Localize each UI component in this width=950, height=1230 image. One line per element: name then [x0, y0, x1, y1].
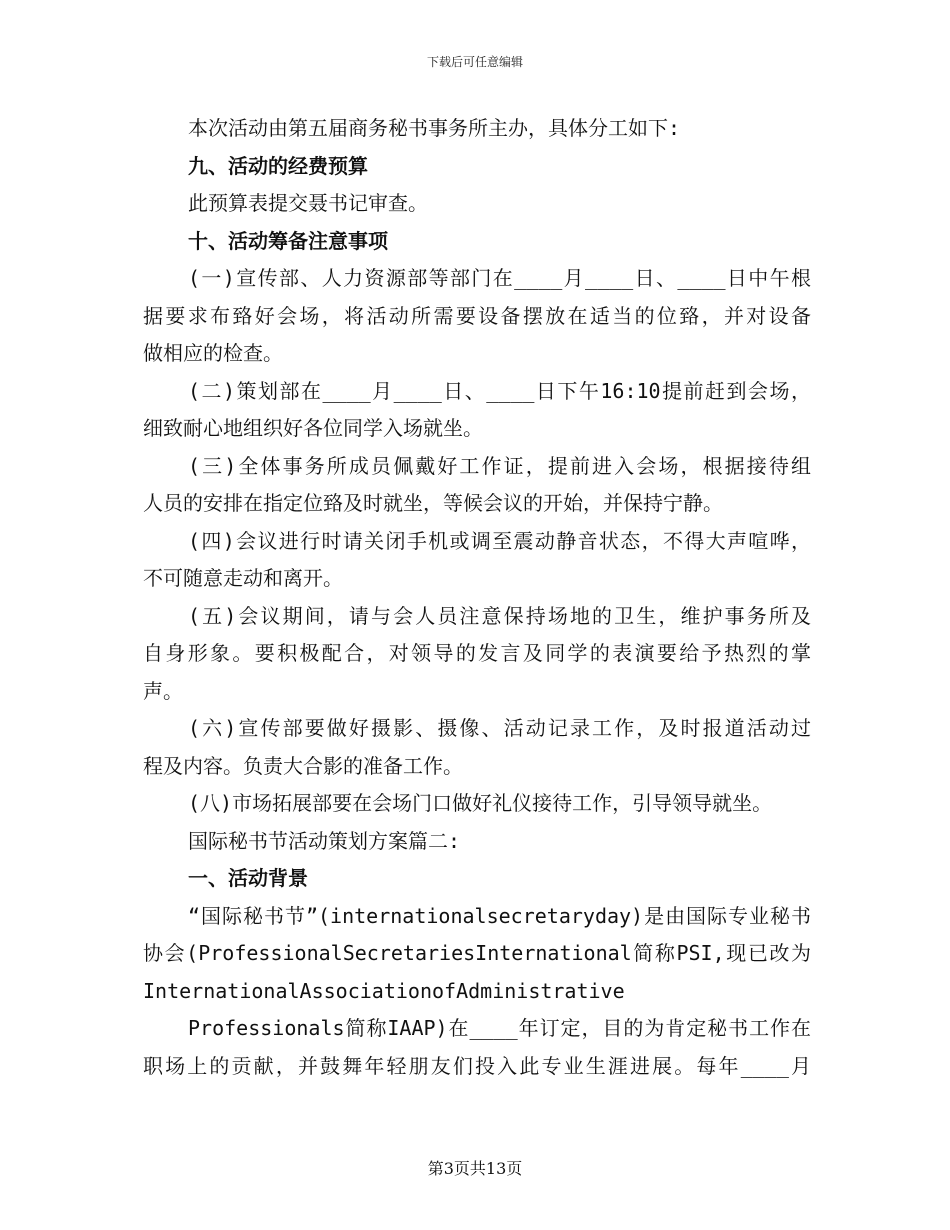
paragraph-line: “国际秘书节”(internationalsecretaryday)是由国际专业秘书: [188, 903, 811, 928]
paragraph-line: 人员的安排在指定位臵及时就坐，等候会议的开始，并保持宁静。: [143, 491, 723, 515]
paragraph-line: 声。: [143, 678, 183, 703]
paragraph-line: 程及内容。负责大合影的准备工作。: [143, 753, 463, 778]
paragraph-line: 不可随意走动和离开。: [143, 566, 343, 590]
paragraph-line: 协会(ProfessionalSecretariesInternational简称PSI,现已改为: [143, 941, 811, 965]
section-heading: 九、活动的经费预算: [188, 153, 368, 178]
paragraph-line: (五)会议期间，请与会人员注意保持场地的卫生，维护事务所及: [188, 603, 811, 628]
paragraph-line: 国际秘书节活动策划方案篇二:: [188, 828, 461, 853]
paragraph-line: (六)宣传部要做好摄影、摄像、活动记录工作，及时报道活动过: [188, 716, 811, 740]
paragraph-line: (二)策划部在____月____日、____日下午16:10提前赶到会场，: [188, 378, 811, 403]
section-heading: 十、活动筹备注意事项: [188, 228, 388, 253]
page-header: 下载后可任意编辑: [426, 55, 523, 69]
page-footer: 第3页共13页: [427, 1159, 523, 1178]
paragraph-line: (四)会议进行时请关闭手机或调至震动静音状态，不得大声喧哗，: [188, 528, 811, 553]
document-body: [143, 110, 811, 1085]
paragraph-line: 细致耐心地组织好各位同学入场就坐。: [143, 416, 483, 440]
paragraph-line: (三)全体事务所成员佩戴好工作证，提前进入会场，根据接待组: [188, 453, 811, 478]
paragraph-line: (一)宣传部、人力资源部等部门在____月____日、____日中午根: [188, 266, 811, 290]
paragraph-line: 职场上的贡献，并鼓舞年轻朋友们投入此专业生涯进展。每年____月: [143, 1053, 811, 1078]
paragraph-line: 自身形象。要积极配合，对领导的发言及同学的表演要给予热烈的掌: [143, 641, 811, 665]
paragraph-line: 做相应的检查。: [143, 341, 283, 365]
paragraph-line: (八)市场拓展部要在会场门口做好礼仪接待工作，引导领导就坐。: [188, 791, 773, 815]
paragraph-line: 本次活动由第五届商务秘书事务所主办，具体分工如下:: [188, 116, 681, 140]
paragraph-line: 此预算表提交聂书记审查。: [188, 191, 428, 215]
section-heading: 一、活动背景: [188, 866, 308, 890]
paragraph-line: Professionals简称IAAP)在____年订定，目的为肯定秘书工作在: [188, 1016, 811, 1040]
paragraph-line: InternationalAssociationofAdministrative: [143, 978, 625, 1003]
paragraph-line: 据要求布臵好会场，将活动所需要设备摆放在适当的位臵，并对设备: [143, 303, 811, 328]
